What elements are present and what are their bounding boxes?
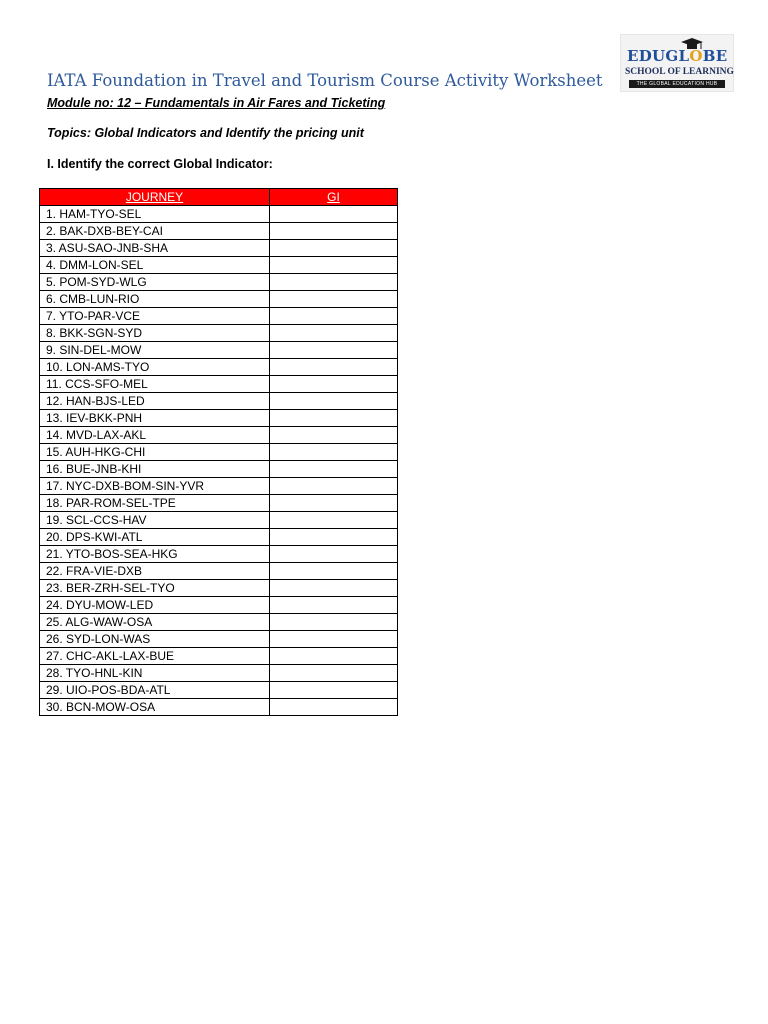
journey-cell: 23. BER-ZRH-SEL-TYO (40, 580, 270, 597)
table-row (40, 580, 398, 597)
table-row (40, 223, 398, 240)
journey-cell: 11. CCS-SFO-MEL (40, 376, 270, 393)
journey-cell: 30. BCN-MOW-OSA (40, 699, 270, 716)
journey-cell: 8. BKK-SGN-SYD (40, 325, 270, 342)
gi-answer-cell[interactable] (270, 631, 398, 648)
journey-cell: 5. POM-SYD-WLG (40, 274, 270, 291)
gi-answer-cell[interactable] (270, 427, 398, 444)
gi-answer-cell[interactable] (270, 461, 398, 478)
table-row (40, 444, 398, 461)
table-row (40, 291, 398, 308)
gi-column-header: GI (270, 189, 398, 206)
journey-cell: 6. CMB-LUN-RIO (40, 291, 270, 308)
gi-answer-cell[interactable] (270, 410, 398, 427)
gi-answer-cell[interactable] (270, 257, 398, 274)
gi-answer-cell[interactable] (270, 563, 398, 580)
gi-answer-cell[interactable] (270, 597, 398, 614)
gi-answer-cell[interactable] (270, 699, 398, 716)
gi-answer-cell[interactable] (270, 325, 398, 342)
journey-cell: 3. ASU-SAO-JNB-SHA (40, 240, 270, 257)
gi-answer-cell[interactable] (270, 614, 398, 631)
table-row (40, 376, 398, 393)
table-row (40, 206, 398, 223)
journey-cell: 12. HAN-BJS-LED (40, 393, 270, 410)
gi-answer-cell[interactable] (270, 342, 398, 359)
journey-cell: 27. CHC-AKL-LAX-BUE (40, 648, 270, 665)
gi-answer-cell[interactable] (270, 240, 398, 257)
gi-answer-cell[interactable] (270, 529, 398, 546)
table-row (40, 529, 398, 546)
table-row (40, 597, 398, 614)
gi-answer-cell[interactable] (270, 206, 398, 223)
journey-cell: 26. SYD-LON-WAS (40, 631, 270, 648)
table-row (40, 240, 398, 257)
edu-globe-logo (620, 34, 734, 92)
table-body (40, 206, 398, 716)
journey-cell: 15. AUH-HKG-CHI (40, 444, 270, 461)
gi-answer-cell[interactable] (270, 274, 398, 291)
gi-answer-cell[interactable] (270, 359, 398, 376)
table-row (40, 342, 398, 359)
journey-cell: 17. NYC-DXB-BOM-SIN-YVR (40, 478, 270, 495)
module-subtitle: Module no: 12 – Fundamentals in Air Fares and Ticketing (47, 96, 386, 110)
journey-cell: 13. IEV-BKK-PNH (40, 410, 270, 427)
table-row (40, 461, 398, 478)
table-row (40, 308, 398, 325)
topics-line: Topics: Global Indicators and Identify the pricing unit (47, 126, 364, 140)
journey-cell: 24. DYU-MOW-LED (40, 597, 270, 614)
table-header-row (40, 189, 398, 206)
section-heading: I. Identify the correct Global Indicator: (47, 157, 273, 171)
journey-cell: 10. LON-AMS-TYO (40, 359, 270, 376)
journey-cell: 2. BAK-DXB-BEY-CAI (40, 223, 270, 240)
gi-answer-cell[interactable] (270, 512, 398, 529)
gi-answer-cell[interactable] (270, 546, 398, 563)
table-row (40, 410, 398, 427)
table-row (40, 699, 398, 716)
table-row (40, 512, 398, 529)
gi-answer-cell[interactable] (270, 580, 398, 597)
journey-cell: 14. MVD-LAX-AKL (40, 427, 270, 444)
journey-cell: 19. SCL-CCS-HAV (40, 512, 270, 529)
table-row (40, 274, 398, 291)
journey-cell: 21. YTO-BOS-SEA-HKG (40, 546, 270, 563)
journey-cell: 20. DPS-KWI-ATL (40, 529, 270, 546)
table-row (40, 665, 398, 682)
table-row (40, 563, 398, 580)
gi-answer-cell[interactable] (270, 665, 398, 682)
logo-brand-text: EDUGLOBE (627, 47, 728, 65)
journey-cell: 1. HAM-TYO-SEL (40, 206, 270, 223)
journey-cell: 25. ALG-WAW-OSA (40, 614, 270, 631)
journey-cell: 22. FRA-VIE-DXB (40, 563, 270, 580)
table-row (40, 648, 398, 665)
gi-answer-cell[interactable] (270, 393, 398, 410)
gi-answer-cell[interactable] (270, 376, 398, 393)
gi-answer-cell[interactable] (270, 223, 398, 240)
table-row (40, 325, 398, 342)
gi-answer-cell[interactable] (270, 648, 398, 665)
table-row (40, 631, 398, 648)
journey-cell: 16. BUE-JNB-KHI (40, 461, 270, 478)
logo-school-text: SCHOOL OF LEARNING (625, 67, 734, 77)
journey-cell: 4. DMM-LON-SEL (40, 257, 270, 274)
table-row (40, 682, 398, 699)
gi-answer-cell[interactable] (270, 478, 398, 495)
table-row (40, 427, 398, 444)
table-row (40, 478, 398, 495)
journey-cell: 18. PAR-ROM-SEL-TPE (40, 495, 270, 512)
table-row (40, 257, 398, 274)
journey-cell: 9. SIN-DEL-MOW (40, 342, 270, 359)
journey-column-header: JOURNEY (40, 189, 270, 206)
table-row (40, 546, 398, 563)
table-row (40, 495, 398, 512)
gi-answer-cell[interactable] (270, 495, 398, 512)
journey-cell: 7. YTO-PAR-VCE (40, 308, 270, 325)
table-row (40, 393, 398, 410)
gi-answer-cell[interactable] (270, 308, 398, 325)
journey-cell: 28. TYO-HNL-KIN (40, 665, 270, 682)
gi-answer-cell[interactable] (270, 444, 398, 461)
gi-answer-cell[interactable] (270, 682, 398, 699)
table-row (40, 359, 398, 376)
table-row (40, 614, 398, 631)
global-indicator-table (39, 188, 398, 716)
logo-tagline: THE GLOBAL EDUCATION HUB (629, 80, 725, 88)
page-title: IATA Foundation in Travel and Tourism Course Activity Worksheet (47, 71, 603, 90)
journey-cell: 29. UIO-POS-BDA-ATL (40, 682, 270, 699)
gi-answer-cell[interactable] (270, 291, 398, 308)
